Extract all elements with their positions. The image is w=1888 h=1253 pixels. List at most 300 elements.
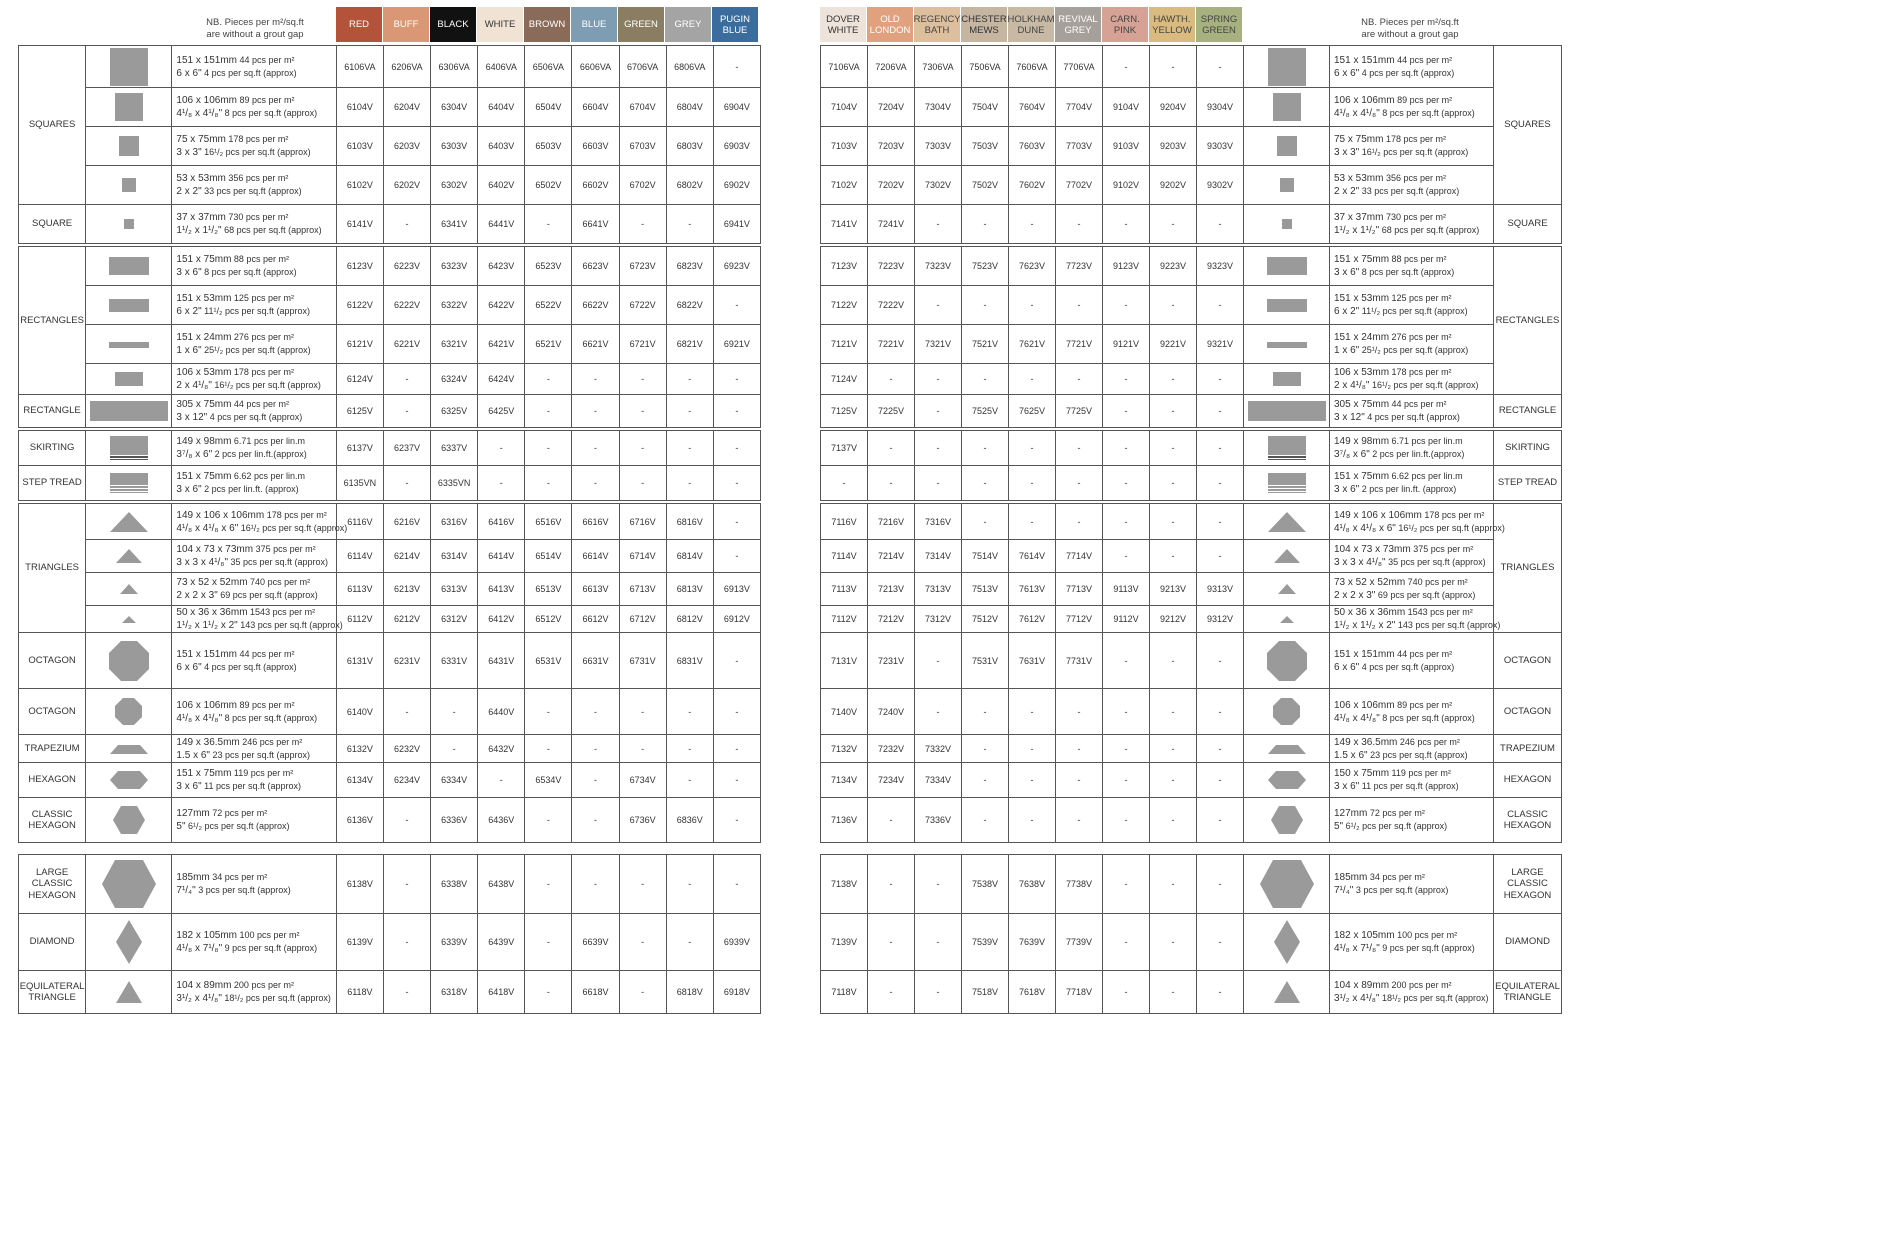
metric-dimensions: 149 x 98mm	[176, 436, 232, 447]
imperial-size	[1334, 146, 1493, 159]
product-code: 6212V	[383, 606, 430, 633]
table-row	[19, 971, 761, 1014]
product-code: 6106VA	[336, 46, 383, 88]
code-unavailable: -	[666, 364, 713, 395]
imperial-size	[1334, 344, 1493, 357]
pieces-per-sqft: 16¹/₂ pcs per sq.ft (approx)	[238, 522, 348, 533]
metric-dimensions: 73 x 52 x 52mm	[1334, 577, 1406, 588]
code-unavailable: -	[1009, 466, 1056, 501]
tile-description	[1330, 573, 1494, 606]
table-row	[19, 606, 761, 633]
group-label: OCTAGON	[1494, 633, 1562, 689]
tile-description	[1330, 763, 1494, 798]
tile-description	[172, 573, 336, 606]
product-code: 6616V	[572, 504, 619, 540]
square-xl-shape-icon	[1267, 48, 1307, 86]
product-code: 6425V	[478, 395, 525, 428]
product-code: 6402V	[478, 166, 525, 205]
code-unavailable: -	[1150, 633, 1197, 689]
product-code: 7132V	[821, 735, 868, 763]
table-row	[19, 466, 761, 501]
tile-table-right	[820, 45, 1562, 1014]
metric-dimensions: 127mm	[1334, 808, 1368, 819]
metric-size	[176, 366, 335, 379]
code-unavailable: -	[713, 46, 760, 88]
product-code: 7502V	[962, 166, 1009, 205]
imperial-dimensions: 1¹/₂ x 1¹/₂"	[176, 225, 222, 236]
product-code: 9213V	[1150, 573, 1197, 606]
skirting-tile-icon	[1244, 431, 1330, 466]
product-code: 9103V	[1103, 127, 1150, 166]
code-unavailable: -	[713, 735, 760, 763]
pieces-per-sqft: 4 pcs per sq.ft (approx)	[1364, 412, 1460, 422]
product-code: 9303V	[1197, 127, 1244, 166]
imperial-size	[176, 992, 335, 1005]
metric-dimensions: 151 x 151mm	[1334, 648, 1395, 660]
metric-dimensions: 151 x 53mm	[1334, 293, 1390, 304]
product-code: 7539V	[962, 914, 1009, 971]
imperial-dimensions: 1.5 x 6"	[176, 749, 210, 761]
imperial-size	[176, 266, 335, 279]
tile-description	[172, 431, 336, 466]
pieces-per-sqft: 35 pcs per sq.ft (approx)	[228, 557, 329, 567]
product-code: 6803V	[666, 127, 713, 166]
product-code: 6137V	[336, 431, 383, 466]
imperial-size	[176, 411, 335, 424]
metric-dimensions: 149 x 36.5mm	[176, 736, 240, 748]
eq-tri-shape-icon	[116, 981, 142, 1003]
product-code: 6816V	[666, 504, 713, 540]
metric-dimensions: 305 x 75mm	[1334, 399, 1390, 410]
code-unavailable: -	[666, 466, 713, 501]
product-code: 7141V	[821, 205, 868, 244]
code-unavailable: -	[868, 431, 915, 466]
metric-size	[1334, 172, 1493, 185]
product-code: 7518V	[962, 971, 1009, 1014]
imperial-size	[1334, 556, 1493, 569]
table-row	[19, 798, 761, 843]
code-unavailable: -	[1197, 763, 1244, 798]
code-unavailable: -	[962, 431, 1009, 466]
metric-dimensions: 106 x 53mm	[1334, 367, 1390, 378]
code-unavailable: -	[383, 914, 430, 971]
pieces-per-m2: 89 pcs per m²	[1394, 95, 1453, 105]
metric-dimensions: 106 x 106mm	[176, 95, 237, 106]
tile-description	[172, 798, 336, 843]
imperial-size	[176, 619, 343, 632]
pieces-per-m2: 356 pcs per m²	[1383, 173, 1446, 183]
square-xs-shape-icon	[1282, 219, 1292, 229]
product-code: 6104V	[336, 88, 383, 127]
code-unavailable: -	[821, 466, 868, 501]
pieces-per-m2: 88 pcs per m²	[231, 254, 289, 264]
imperial-size	[1334, 379, 1493, 392]
code-unavailable: -	[1150, 504, 1197, 540]
product-code: 7706VA	[1056, 46, 1103, 88]
metric-size	[1334, 807, 1493, 820]
code-unavailable: -	[1103, 504, 1150, 540]
metric-size	[1334, 648, 1493, 661]
oct-s-shape-icon	[115, 698, 142, 725]
code-unavailable: -	[1103, 46, 1150, 88]
product-code: 7103V	[821, 127, 868, 166]
table-row	[19, 395, 761, 428]
product-code: 7314V	[915, 540, 962, 573]
code-unavailable: -	[713, 540, 760, 573]
tile-description	[1330, 395, 1494, 428]
metric-size	[1334, 767, 1493, 780]
product-code: 6202V	[383, 166, 430, 205]
product-code: 7618V	[1009, 971, 1056, 1014]
tile-description	[172, 763, 336, 798]
pieces-per-sqft: 16¹/₂ pcs per sq.ft (approx)	[211, 380, 321, 390]
product-code: 7225V	[868, 395, 915, 428]
metric-dimensions: 151 x 24mm	[1334, 332, 1390, 343]
metric-size	[176, 292, 335, 305]
colour-header-grey: GREY	[665, 7, 712, 42]
metric-dimensions: 151 x 75mm	[1334, 471, 1390, 482]
square-s-tile-icon	[1244, 166, 1330, 205]
product-code: 6422V	[478, 286, 525, 325]
product-code: 6522V	[525, 286, 572, 325]
rect-5-shape-icon	[1248, 401, 1326, 421]
product-code: 7336V	[915, 798, 962, 843]
metric-size	[176, 606, 335, 619]
tile-description	[1330, 971, 1494, 1014]
group-label: HEXAGON	[19, 763, 86, 798]
tri-4-shape-icon	[122, 616, 136, 623]
product-code: 7241V	[868, 205, 915, 244]
tile-description	[1330, 286, 1494, 325]
group-label: LARGE CLASSIC HEXAGON	[1494, 855, 1562, 914]
metric-dimensions: 104 x 89mm	[176, 980, 232, 991]
product-code: 6606VA	[572, 46, 619, 88]
product-code: 7525V	[962, 395, 1009, 428]
product-code: 6336V	[431, 798, 478, 843]
product-code: 9221V	[1150, 325, 1197, 364]
product-code: 6804V	[666, 88, 713, 127]
tile-description	[172, 606, 343, 633]
product-code: 7203V	[868, 127, 915, 166]
product-code: 6237V	[383, 431, 430, 466]
product-code: 6612V	[572, 606, 619, 633]
code-unavailable: -	[1056, 735, 1103, 763]
pieces-per-sqft: 3 pcs per sq.ft (approx)	[195, 885, 291, 895]
imperial-size	[176, 224, 335, 237]
tri-1-tile-icon	[86, 504, 172, 540]
product-code: 9312V	[1197, 606, 1244, 633]
product-code: 6614V	[572, 540, 619, 573]
imperial-dimensions: 3 x 6"	[1334, 267, 1360, 278]
product-code: 7131V	[821, 633, 868, 689]
tile-description	[1330, 914, 1494, 971]
product-code: 6136V	[336, 798, 383, 843]
product-code: 7638V	[1009, 855, 1056, 914]
product-code: 6622V	[572, 286, 619, 325]
code-unavailable: -	[868, 798, 915, 843]
product-code: 6116V	[336, 504, 383, 540]
table-row	[821, 364, 1562, 395]
metric-size	[1334, 470, 1493, 483]
metric-dimensions: 151 x 75mm	[176, 768, 232, 779]
hex-long-shape-icon	[110, 771, 148, 789]
imperial-size	[1334, 483, 1493, 496]
imperial-size	[1334, 589, 1493, 602]
square-xl-tile-icon	[1244, 46, 1330, 88]
code-unavailable: -	[713, 466, 760, 501]
product-code: 6712V	[619, 606, 666, 633]
product-code: 7240V	[868, 689, 915, 735]
product-code: 6821V	[666, 325, 713, 364]
trap-tile-icon	[1244, 735, 1330, 763]
code-unavailable: -	[1009, 431, 1056, 466]
imperial-size	[1334, 266, 1493, 279]
pieces-per-m2: 100 pcs per m²	[236, 930, 300, 940]
code-unavailable: -	[1009, 689, 1056, 735]
product-code: 9113V	[1103, 573, 1150, 606]
code-unavailable: -	[619, 466, 666, 501]
metric-dimensions: 151 x 151mm	[176, 648, 237, 660]
table-row	[821, 466, 1562, 501]
pieces-per-sqft: 143 pcs per sq.ft (approx)	[1395, 620, 1501, 630]
table-row	[821, 914, 1562, 971]
code-unavailable: -	[383, 364, 430, 395]
code-unavailable: -	[713, 286, 760, 325]
product-code: 7621V	[1009, 325, 1056, 364]
pieces-per-m2: 119 pcs per m²	[231, 768, 294, 778]
product-code: 6831V	[666, 633, 713, 689]
product-code: 6141V	[336, 205, 383, 244]
product-code: 6436V	[478, 798, 525, 843]
metric-size	[1334, 253, 1493, 266]
imperial-dimensions: 2 x 2 x 3"	[1334, 590, 1376, 601]
colour-header-blue: BLUE	[571, 7, 618, 42]
product-code: 6516V	[525, 504, 572, 540]
code-unavailable: -	[666, 395, 713, 428]
square-xs-tile-icon	[86, 205, 172, 244]
table-row	[19, 914, 761, 971]
code-unavailable: -	[868, 971, 915, 1014]
code-unavailable: -	[1056, 504, 1103, 540]
tri-1-shape-icon	[1268, 512, 1306, 532]
square-xl-shape-icon	[109, 48, 149, 86]
product-code: 6706VA	[619, 46, 666, 88]
pieces-per-m2: 44 pcs per m²	[1389, 399, 1447, 409]
product-code: 6722V	[619, 286, 666, 325]
product-code: 7603V	[1009, 127, 1056, 166]
product-code: 6341V	[431, 205, 478, 244]
table-row	[19, 689, 761, 735]
product-code: 7316V	[915, 504, 962, 540]
product-code: 6334V	[431, 763, 478, 798]
code-unavailable: -	[1197, 735, 1244, 763]
product-code: 7604V	[1009, 88, 1056, 127]
product-code: 6836V	[666, 798, 713, 843]
hex-long-tile-icon	[1244, 763, 1330, 798]
code-unavailable: -	[915, 205, 962, 244]
product-code: 6206VA	[383, 46, 430, 88]
code-unavailable: -	[525, 205, 572, 244]
imperial-dimensions: 2 x 2"	[176, 186, 202, 197]
product-code: 7206VA	[868, 46, 915, 88]
pieces-per-sqft: 69 pcs per sq.ft (approx)	[217, 590, 318, 600]
code-unavailable: -	[962, 763, 1009, 798]
imperial-dimensions: 1¹/₂ x 1¹/₂"	[1334, 225, 1380, 236]
imperial-dimensions: 3¹/₂ x 4¹/₈"	[176, 993, 222, 1004]
product-code: 7303V	[915, 127, 962, 166]
product-code: 6204V	[383, 88, 430, 127]
code-unavailable: -	[383, 689, 430, 735]
hex-xl-shape-icon	[102, 860, 156, 908]
tile-description	[1330, 127, 1494, 166]
tile-description	[172, 325, 336, 364]
product-code: 6736V	[619, 798, 666, 843]
code-unavailable: -	[915, 855, 962, 914]
metric-dimensions: 73 x 52 x 52mm	[176, 577, 248, 588]
tile-description	[1330, 364, 1494, 395]
pieces-per-sqft: 33 pcs per sq.ft (approx)	[201, 186, 302, 196]
metric-dimensions: 149 x 106 x 106mm	[1334, 509, 1422, 521]
product-code: 6221V	[383, 325, 430, 364]
colour-header-dover-white: DOVER WHITE	[820, 7, 867, 42]
product-code: 6114V	[336, 540, 383, 573]
metric-dimensions: 106 x 106mm	[1334, 699, 1395, 711]
product-code: 7137V	[821, 431, 868, 466]
code-unavailable: -	[1103, 689, 1150, 735]
imperial-dimensions: 3 x 12"	[176, 412, 208, 423]
group-label: RECTANGLE	[1494, 395, 1562, 428]
product-code: 7612V	[1009, 606, 1056, 633]
tile-description	[172, 633, 336, 689]
product-code: 7113V	[821, 573, 868, 606]
product-code: 6731V	[619, 633, 666, 689]
product-code: 6621V	[572, 325, 619, 364]
imperial-dimensions: 3¹/₂ x 4¹/₈"	[1334, 993, 1380, 1004]
product-code: 7213V	[868, 573, 915, 606]
product-code: 6403V	[478, 127, 525, 166]
imperial-size	[176, 589, 335, 602]
pieces-per-sqft: 68 pcs per sq.ft (approx)	[221, 225, 322, 235]
code-unavailable: -	[713, 633, 760, 689]
metric-dimensions: 185mm	[176, 872, 210, 883]
metric-size	[1334, 54, 1493, 67]
grout-note-right	[1354, 17, 1466, 41]
metric-size	[176, 54, 335, 67]
imperial-dimensions: 5"	[176, 821, 186, 832]
rect-1-tile-icon	[86, 247, 172, 286]
product-code: 6502V	[525, 166, 572, 205]
pieces-per-sqft: 143 pcs per sq.ft (approx)	[237, 620, 343, 630]
table-row	[821, 88, 1562, 127]
tile-description	[1330, 855, 1494, 914]
metric-size	[176, 699, 335, 712]
imperial-dimensions: 3 x 6"	[1334, 484, 1360, 495]
product-code: 7140V	[821, 689, 868, 735]
pieces-per-sqft: 2 pcs per lin.ft.(approx)	[1369, 449, 1465, 459]
pieces-per-sqft: 9 pcs per sq.ft (approx)	[1379, 943, 1475, 953]
metric-dimensions: 106 x 53mm	[176, 367, 232, 378]
imperial-size	[176, 146, 335, 159]
product-code: 7232V	[868, 735, 915, 763]
tile-description	[172, 914, 336, 971]
table-row	[821, 286, 1562, 325]
imperial-size	[1334, 619, 1501, 632]
group-label: OCTAGON	[1494, 689, 1562, 735]
product-code: 6103V	[336, 127, 383, 166]
product-code: 6514V	[525, 540, 572, 573]
metric-dimensions: 149 x 36.5mm	[1334, 736, 1398, 748]
code-unavailable: -	[868, 914, 915, 971]
tri-1-shape-icon	[110, 512, 148, 532]
rect-3-shape-icon	[109, 342, 149, 348]
pieces-per-m2: 178 pcs per m²	[231, 367, 294, 377]
product-code: 7204V	[868, 88, 915, 127]
metric-dimensions: 305 x 75mm	[176, 399, 232, 410]
product-code: 9223V	[1150, 247, 1197, 286]
table-row	[19, 46, 761, 88]
group-label: DIAMOND	[19, 914, 86, 971]
code-unavailable: -	[868, 466, 915, 501]
metric-dimensions: 37 x 37mm	[176, 212, 226, 223]
metric-dimensions: 149 x 106 x 106mm	[176, 509, 265, 521]
product-code: 6902V	[713, 166, 760, 205]
product-code: 7312V	[915, 606, 962, 633]
pieces-per-sqft: 6¹/₂ pcs per sq.ft (approx)	[1343, 821, 1448, 831]
code-unavailable: -	[383, 971, 430, 1014]
imperial-dimensions: 2 x 2"	[1334, 186, 1360, 197]
product-code: 7614V	[1009, 540, 1056, 573]
metric-size	[176, 133, 335, 146]
pieces-per-sqft: 11¹/₂ pcs per sq.ft (approx)	[1359, 306, 1468, 316]
code-unavailable: -	[478, 763, 525, 798]
pieces-per-sqft: 16¹/₂ pcs per sq.ft (approx)	[1395, 522, 1505, 533]
product-code: 6102V	[336, 166, 383, 205]
group-label: SQUARE	[1494, 205, 1562, 244]
group-label: TRAPEZIUM	[19, 735, 86, 763]
code-unavailable: -	[666, 689, 713, 735]
table-row	[821, 325, 1562, 364]
tile-description	[172, 247, 336, 286]
product-code: 7221V	[868, 325, 915, 364]
tri-2-shape-icon	[1274, 549, 1300, 563]
product-code: 7332V	[915, 735, 962, 763]
pieces-per-m2: 740 pcs per m²	[247, 577, 311, 587]
pieces-per-m2: 178 pcs per m²	[1389, 367, 1452, 377]
rect-4-tile-icon	[86, 364, 172, 395]
product-code: 7114V	[821, 540, 868, 573]
metric-dimensions: 151 x 75mm	[176, 471, 232, 482]
tile-description	[172, 504, 348, 540]
imperial-size	[176, 483, 335, 496]
product-code: 6713V	[619, 573, 666, 606]
tile-description	[1330, 166, 1494, 205]
rect-4-tile-icon	[1244, 364, 1330, 395]
code-unavailable: -	[572, 735, 619, 763]
imperial-size	[1334, 67, 1493, 80]
pieces-per-sqft: 8 pcs per sq.ft (approx)	[1359, 267, 1455, 277]
code-unavailable: -	[478, 466, 525, 501]
product-code: 7214V	[868, 540, 915, 573]
tile-description	[172, 364, 336, 395]
product-code: 7323V	[915, 247, 962, 286]
code-unavailable: -	[1197, 46, 1244, 88]
imperial-dimensions: 3 x 12"	[1334, 412, 1365, 423]
code-unavailable: -	[525, 395, 572, 428]
code-unavailable: -	[1150, 395, 1197, 428]
pieces-per-m2: 88 pcs per m²	[1389, 254, 1447, 264]
imperial-dimensions: 3 x 6"	[176, 267, 202, 278]
tile-description	[1330, 325, 1494, 364]
